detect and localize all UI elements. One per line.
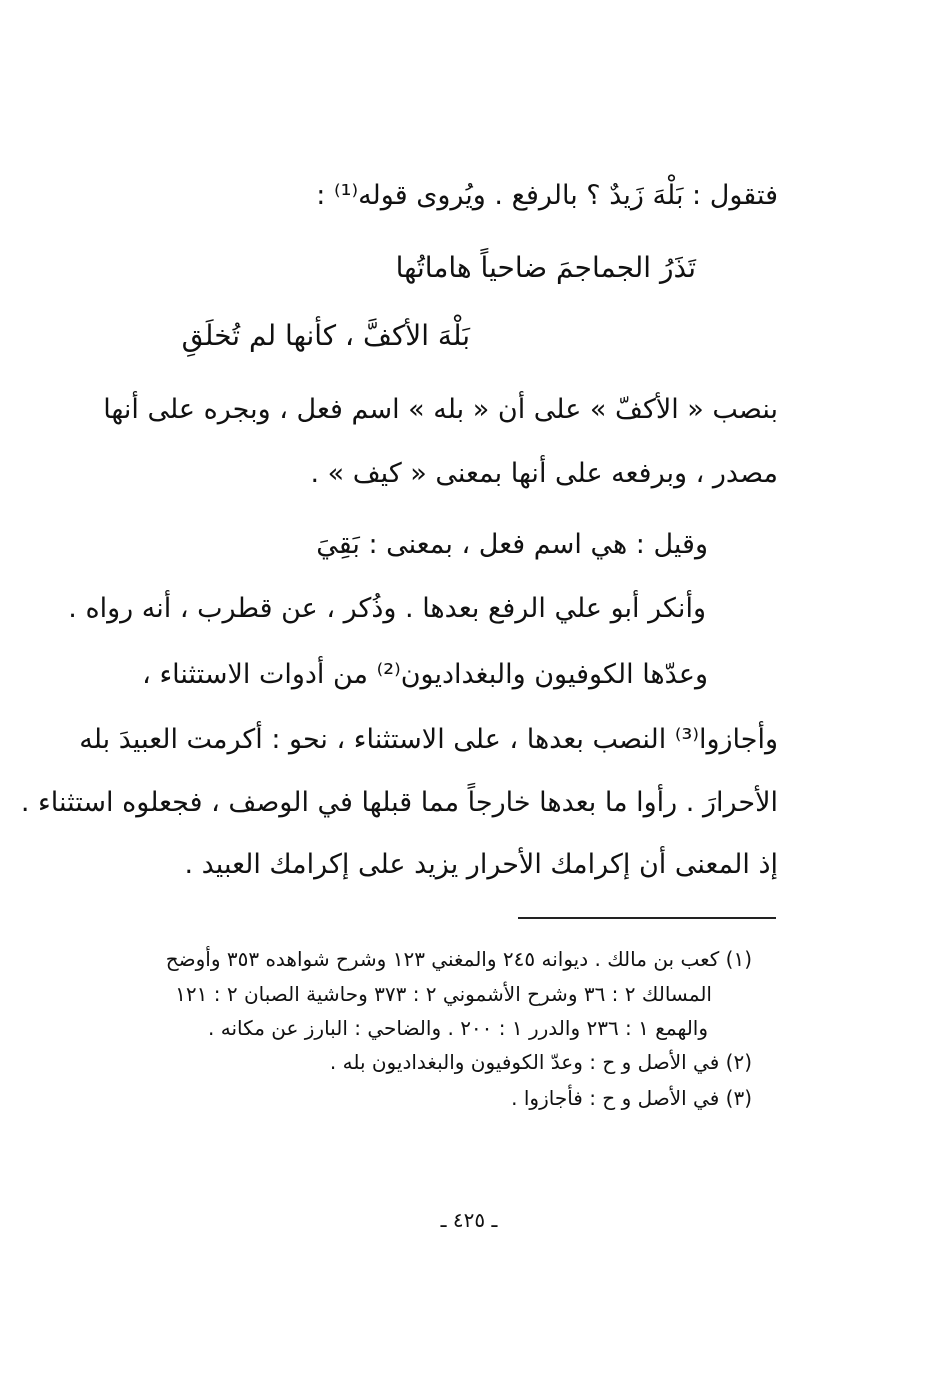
footnote-1-line-2: المسالك ٢ : ٣٦ وشرح الأشموني ٢ : ٣٧٣ وحاشية الصبان ٢ : ١٢١ — [175, 982, 712, 1006]
footnote-separator — [518, 917, 776, 919]
body-line-9: إذ المعنى أن إكرامك الأحرار يزيد على إكرامك العبيد . — [184, 849, 778, 880]
footnote-1-line-3: والهمع ١ : ٢٣٦ والدرر ١ : ٢٠٠ . والضاحي : البارز عن مكانه . — [208, 1016, 708, 1040]
body-line-4: وقيل : هي اسم فعل ، بمعنى : بَقِيَ — [316, 529, 708, 560]
body-line-7: وأجازوا⁽³⁾ النصب بعدها ، على الاستثناء ، نحو : أكرمت العبيدَ بله — [79, 724, 778, 755]
verse-line-1: تَذَرُ الجماجمَ ضاحياً هاماتُها — [395, 251, 696, 284]
verse-line-2: بَلْهَ الأكفَّ ، كأنها لم تُخلَقِ — [181, 319, 470, 352]
footnote-2: (٢) في الأصل و ح : وعدّ الكوفيون والبغداديون بله . — [329, 1050, 752, 1074]
footnote-1-line-1: (١) كعب بن مالك . ديوانه ٢٤٥ والمغني ١٢٣ وشرح شواهده ٣٥٣ وأوضح — [165, 947, 752, 971]
body-line-1: فتقول : بَلْهَ زَيدٌ ؟ بالرفع . ويُروى قوله⁽¹⁾ : — [316, 180, 778, 211]
body-line-5: وأنكر أبو علي الرفع بعدها . وذُكر ، عن قطرب ، أنه رواه . — [68, 593, 706, 624]
body-line-8: الأحرارَ . رأوا ما بعدها خارجاً مما قبلها في الوصف ، فجعلوه استثناء . — [20, 787, 778, 818]
footnote-3: (٣) في الأصل و ح : فأجازوا . — [511, 1086, 752, 1110]
body-line-2: بنصب « الأكفّ » على أن « بله » اسم فعل ، وبجره على أنها — [103, 394, 778, 425]
body-line-3: مصدر ، وبرفعه على أنها بمعنى « كيف » . — [310, 458, 778, 489]
body-line-6: وعدّها الكوفيون والبغداديون⁽²⁾ من أدوات الاستثناء ، — [142, 659, 708, 690]
page-number: ـ ٤٢٥ ـ — [440, 1208, 498, 1232]
